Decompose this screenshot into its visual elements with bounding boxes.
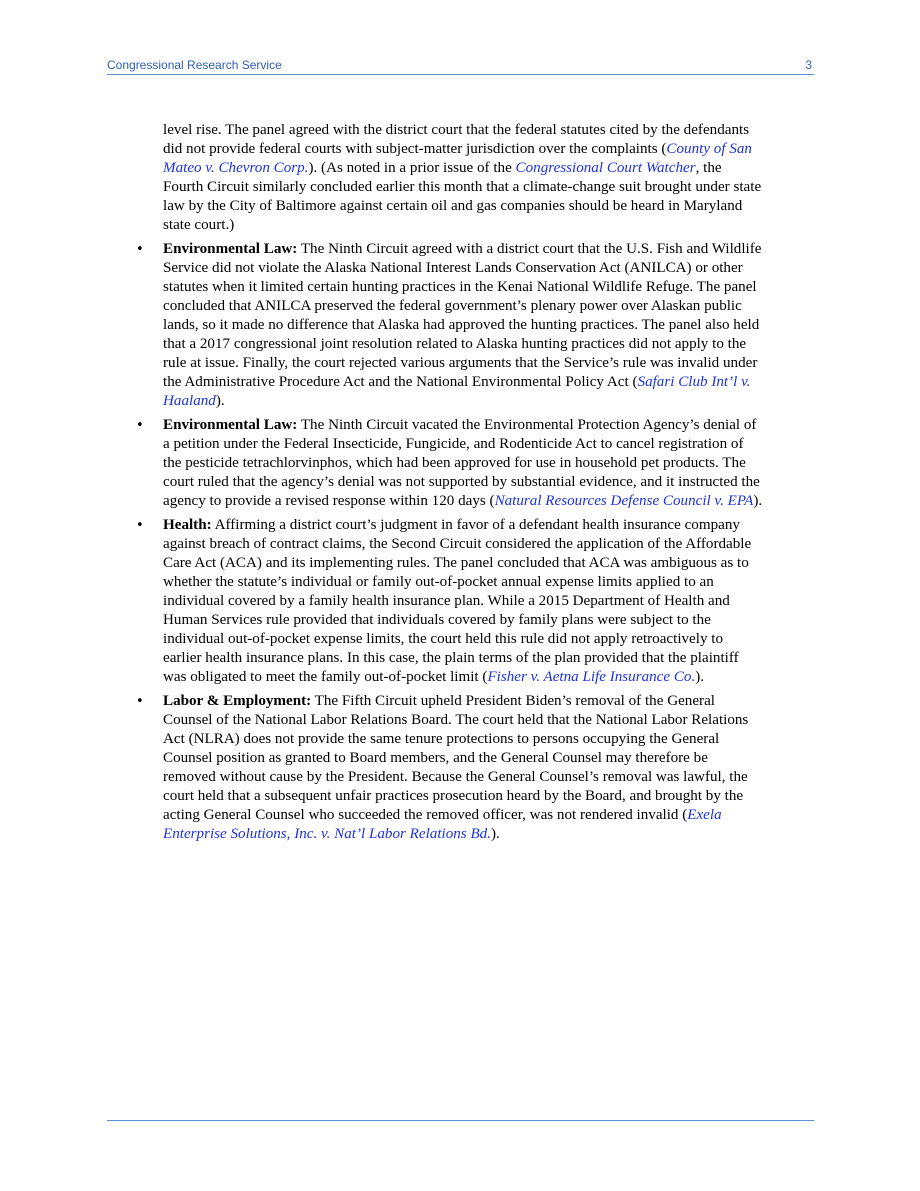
list-item <box>136 416 763 511</box>
continuation-paragraph <box>163 121 763 235</box>
organization-name: Congressional Research Service <box>107 58 282 72</box>
page-number: 3 <box>805 58 812 72</box>
footer-rule <box>107 1120 814 1121</box>
item-end: ). <box>695 669 705 685</box>
publication-link[interactable]: Congressional Court Watcher <box>515 160 696 176</box>
item-text: The Fifth Circuit upheld President Biden’s removal of the General Counsel of the National Labor Relations Board. The court held that the National Labor Relations Act (NLRA) does not provide the same tenure protections to persons occupying the General Counsel position as granted to Board members, and the General Counsel may therefore be removed without cause by the President. Because the General Counsel’s removal was lawful, the court held that a subsequent unfair practices prosecution heard by the Board, and brought by the acting General Counsel who succeeded the removed officer, was not rendered invalid ( <box>163 693 749 823</box>
topic-label: Environmental Law: <box>163 417 298 433</box>
item-text: Affirming a district court’s judgment in favor of a defendant health insurance company against breach of contract claims, the Second Circuit considered the application of the Affordable Care Act (ACA) and its implementing rules. The panel concluded that ACA was ambiguous as to whether the statute’s individual or family out-of-pocket annual expense limits applied to an individual covered by a family health insurance plan. While a 2015 Department of Health and Human Services rule provided that individuals covered by family plans were subject to the individual out-of-pocket expense limits, the court held this rule did not apply retroactively to earlier health insurance plans. In this case, the plain terms of the plan provided that the plaintiff was obligated to meet the family out-of-pocket limit ( <box>163 517 752 685</box>
case-link[interactable]: Safari Club Int’l v. Haaland <box>163 374 751 409</box>
topic-label: Environmental Law: <box>163 241 298 257</box>
case-summary-list <box>136 240 763 844</box>
topic-label: Labor & Employment: <box>163 693 312 709</box>
bullet-icon: • <box>136 242 144 257</box>
item-end: ). <box>491 826 500 842</box>
topic-label: Health: <box>163 517 212 533</box>
item-text: The Ninth Circuit vacated the Environmental Protection Agency’s denial of a petition under the Federal Insecticide, Fungicide, and Rodenticide Act to cancel registration of the pesticide tetrachlorvinphos, which had been approved for use in household pet products. The court ruled that the agency’s denial was not supported by substantial evidence, and it instructed the agency to provide a revised response within 120 days ( <box>163 417 760 509</box>
list-item <box>136 240 763 411</box>
item-end: ). <box>753 493 763 509</box>
paragraph-text: level rise. The panel agreed with the district court that the federal statutes cited by the defendants did not provide federal courts with subject-matter jurisdiction over the complaints ( <box>163 122 750 157</box>
page-header <box>107 57 814 75</box>
list-item <box>136 516 763 687</box>
paragraph-text: , the Fourth Circuit similarly concluded earlier this month that a climate-change suit brought under state law by the City of Baltimore against certain oil and gas companies should be heard in Maryland state court.) <box>163 160 762 233</box>
case-link[interactable]: Exela Enterprise Solutions, Inc. v. Nat’l Labor Relations Bd. <box>163 807 722 842</box>
document-body <box>136 121 763 849</box>
item-text: The Ninth Circuit agreed with a district court that the U.S. Fish and Wildlife Service did not violate the Alaska National Interest Lands Conservation Act (ANILCA) or other statutes when it limited certain hunting practices in the Kenai National Wildlife Refuge. The panel concluded that ANILCA preserved the federal government’s plenary power over Alaskan public lands, so it made no difference that Alaska had approved the hunting practices. The panel also held that a 2017 congressional joint resolution related to Alaska hunting practices did not apply to the rule at issue. Finally, the court rejected various arguments that the Service’s rule was invalid under the Administrative Procedure Act and the National Environmental Policy Act ( <box>163 241 762 390</box>
case-link[interactable]: Fisher v. Aetna Life Insurance Co. <box>487 669 696 685</box>
item-end: ). <box>215 393 225 409</box>
paragraph-text: ). (As noted in a prior issue of the <box>308 160 516 176</box>
case-link[interactable]: County of San Mateo v. Chevron Corp. <box>163 141 752 176</box>
list-item <box>136 692 763 844</box>
case-link[interactable]: Natural Resources Defense Council v. EPA <box>494 493 754 509</box>
bullet-icon: • <box>136 418 144 433</box>
bullet-icon: • <box>136 518 144 533</box>
bullet-icon: • <box>136 694 144 709</box>
